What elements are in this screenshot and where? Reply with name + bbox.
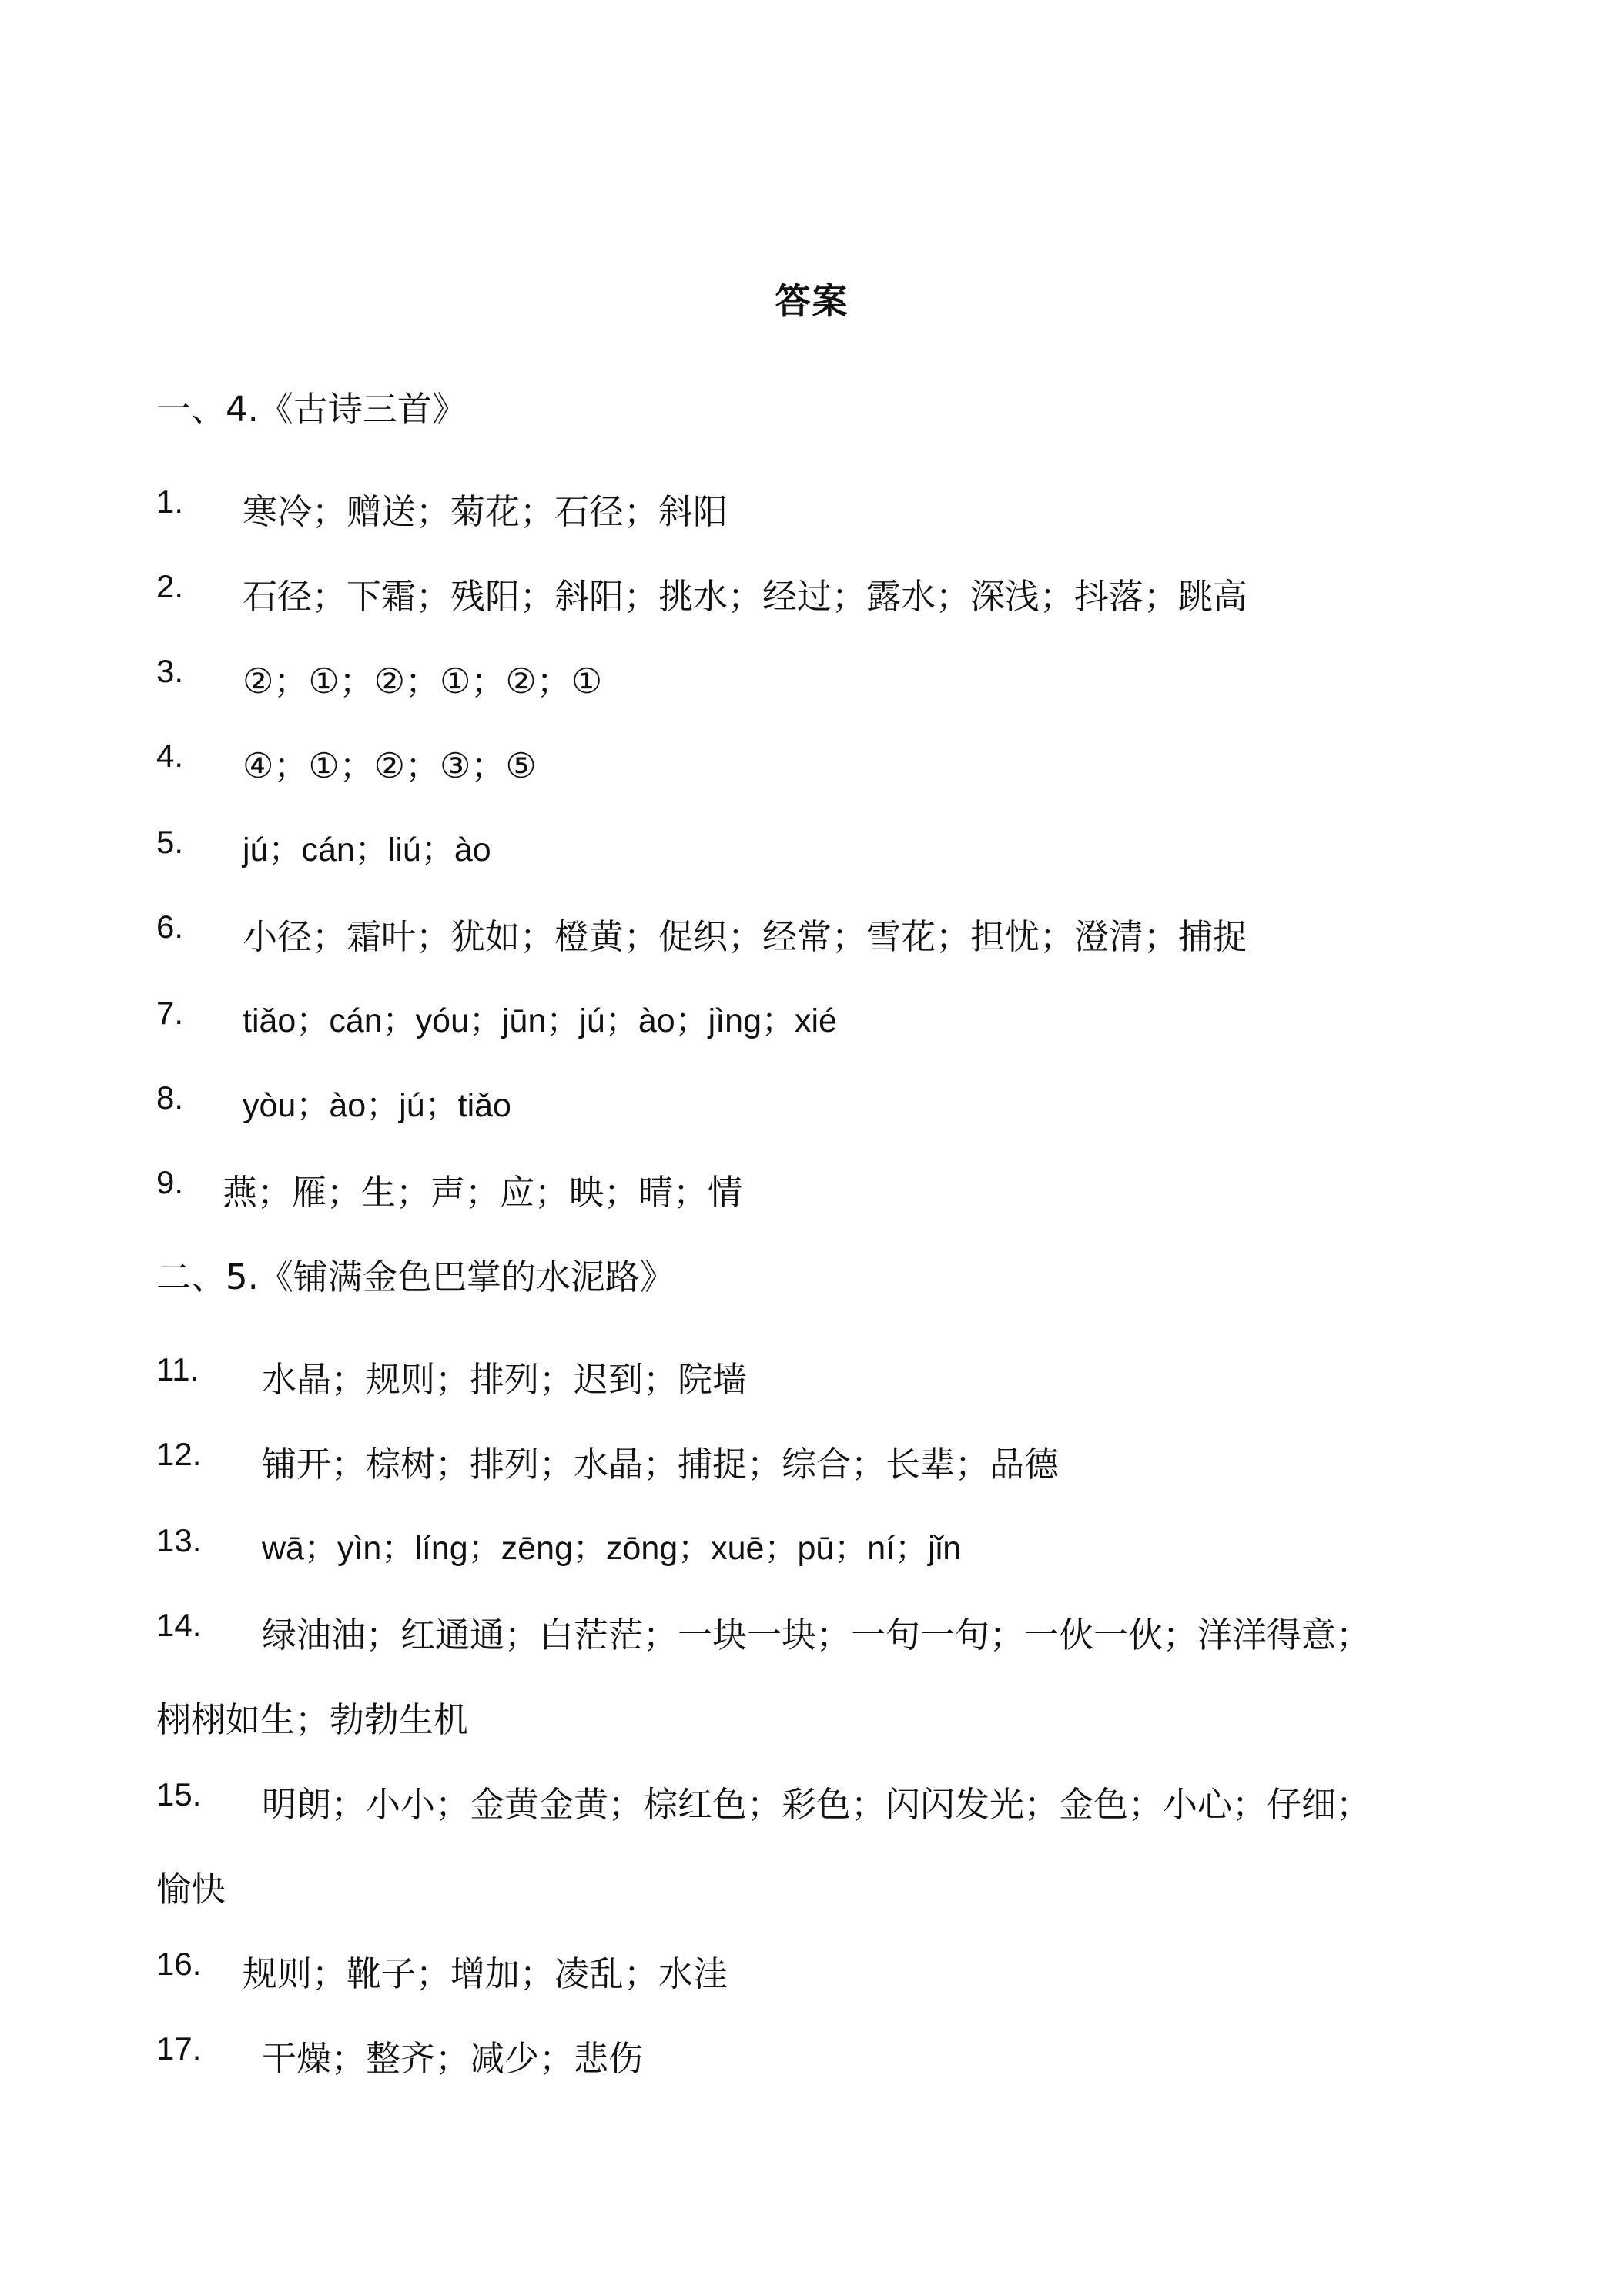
item-number: 7. — [156, 995, 184, 1031]
item-number: 4. — [156, 738, 184, 774]
item-number: 17. — [156, 2030, 202, 2067]
item-number: 3. — [156, 653, 184, 689]
item-text: yòu；ào；jú；tiǎo — [243, 1087, 511, 1124]
item-text: ④；①；②；③；⑤ — [243, 745, 537, 786]
answer-item-14-continuation: 栩栩如生；勃勃生机 — [156, 1699, 469, 1740]
item-number: 1. — [156, 484, 184, 520]
item-number: 8. — [156, 1079, 184, 1116]
item-number: 11. — [156, 1351, 199, 1387]
item-text: tiǎo；cán；yóu；jūn；jú；ào；jìng；xié — [243, 1002, 837, 1039]
item-number: 12. — [156, 1436, 202, 1472]
item-text: 石径；下霜；残阳；斜阳；挑水；经过；露水；深浅；抖落；跳高 — [243, 576, 1248, 617]
item-text: 绿油油；红通通；白茫茫；一块一块；一句一句；一伙一伙；洋洋得意； — [262, 1615, 1371, 1655]
page-title: 答案 — [775, 280, 849, 322]
item-number: 16. — [156, 1946, 202, 1982]
item-text: 明朗；小小；金黄金黄；棕红色；彩色；闪闪发光；金色；小心；仔细； — [262, 1784, 1371, 1825]
section-heading-2: 二、5.《铺满金色巴掌的水泥路》 — [156, 1257, 675, 1297]
section-heading-1: 一、4.《古诗三首》 — [156, 389, 467, 430]
item-text: wā；yìn；líng；zēng；zōng；xuē；pū；ní；jǐn — [262, 1530, 962, 1567]
item-text: 水晶；规则；排列；迟到；院墙 — [262, 1359, 748, 1400]
item-text: 规则；靴子；增加；凌乱；水洼 — [243, 1953, 728, 1994]
item-text: ②；①；②；①；②；① — [243, 661, 603, 701]
item-text: 小径；霜叶；犹如；橙黄；促织；经常；雪花；担忧；澄清；捕捉 — [243, 916, 1248, 957]
item-text: 干燥；整齐；减少；悲伤 — [262, 2038, 644, 2079]
item-text: 寒冷；赠送；菊花；石径；斜阳 — [243, 491, 728, 532]
answer-item-15-continuation: 愉快 — [156, 1869, 226, 1909]
item-number: 2. — [156, 568, 184, 604]
item-number: 13. — [156, 1522, 202, 1558]
item-text: 铺开；棕树；排列；水晶；捕捉；综合；长辈；品德 — [262, 1444, 1060, 1484]
item-number: 6. — [156, 909, 184, 945]
item-text: 燕；雁；生；声；应；映；晴；情 — [223, 1172, 743, 1213]
item-text: jú；cán；liú；ào — [243, 832, 491, 869]
item-number: 15. — [156, 1776, 202, 1812]
item-number: 14. — [156, 1607, 202, 1643]
item-number: 5. — [156, 824, 184, 860]
item-number: 9. — [156, 1164, 184, 1200]
